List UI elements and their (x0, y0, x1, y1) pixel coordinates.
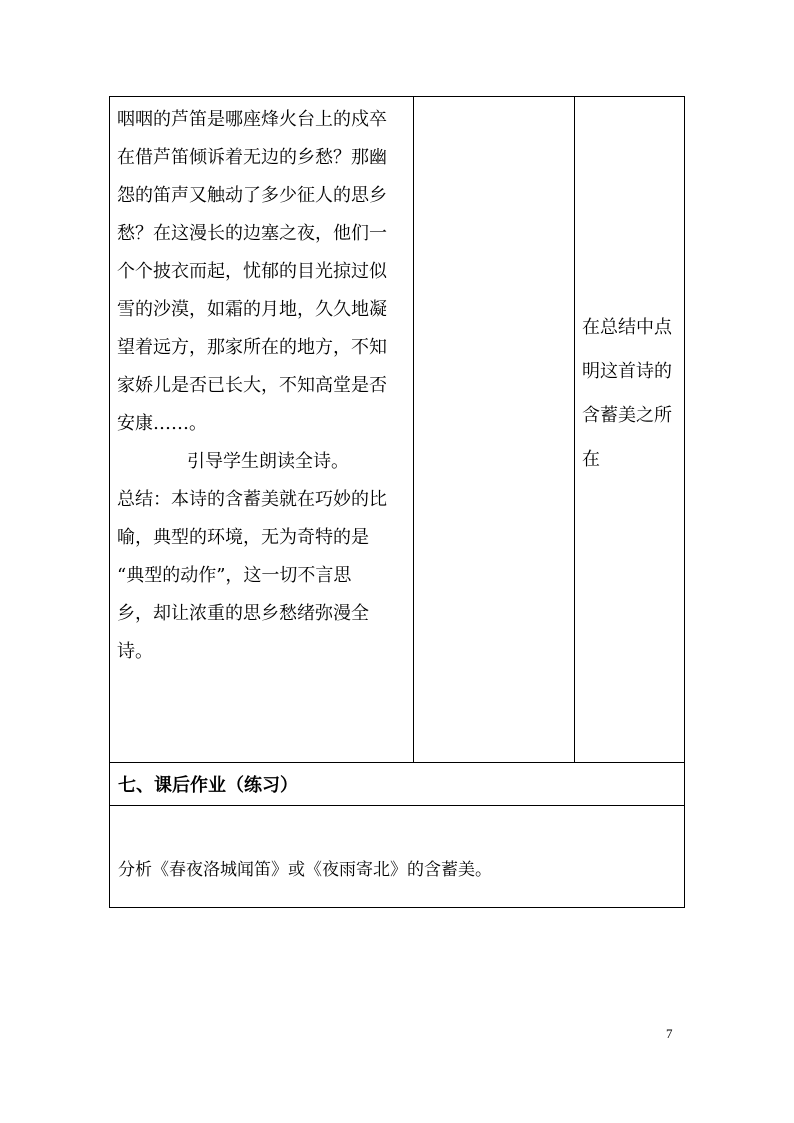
page-number: 7 (666, 1026, 673, 1041)
table-border-bottom (109, 907, 685, 908)
text-line-summary: 总结：本诗的含蓄美就在巧妙的比 (117, 489, 387, 510)
note-line: 在总结中点 (582, 317, 672, 338)
text-line: 诗。 (117, 641, 153, 662)
column-divider-2 (574, 96, 575, 763)
text-line-instruction: 引导学生朗读全诗。 (187, 451, 349, 472)
note-line: 明这首诗的 (582, 361, 672, 382)
homework-content: 分析《春夜洛城闻笛》或《夜雨寄北》的含蓄美。 (118, 860, 492, 880)
column-divider-1 (413, 96, 414, 763)
text-line: 咽咽的芦笛是哪座烽火台上的戍卒 (117, 109, 387, 130)
text-line: 家娇儿是否已长大，不知高堂是否 (117, 375, 387, 396)
lesson-main-text (117, 101, 409, 671)
note-line: 在 (582, 449, 600, 470)
text-line: 雪的沙漠，如霜的月地，久久地凝 (117, 299, 387, 320)
teaching-note (582, 306, 682, 482)
table-border-right (684, 96, 685, 908)
text-line: “典型的动作”，这一切不言思 (117, 565, 352, 586)
row-divider-homework-top (109, 762, 685, 763)
text-line: 在借芦笛倾诉着无边的乡愁？那幽 (117, 147, 387, 168)
note-line: 含蓄美之所 (582, 405, 672, 426)
text-line: 乡，却让浓重的思乡愁绪弥漫全 (117, 603, 369, 624)
table-border-top (109, 96, 685, 97)
text-line: 怨的笛声又触动了多少征人的思乡 (117, 185, 387, 206)
text-line: 安康……。 (117, 413, 207, 434)
homework-title: 七、课后作业（练习） (118, 775, 298, 796)
text-line: 个个披衣而起，忧郁的目光掠过似 (117, 261, 387, 282)
text-line: 愁？在这漫长的边塞之夜，他们一 (117, 223, 387, 244)
table-border-left (109, 96, 110, 908)
text-line: 望着远方，那家所在的地方，不知 (117, 337, 387, 358)
text-line: 喻，典型的环境，无为奇特的是 (117, 527, 369, 548)
row-divider-homework-mid (109, 805, 685, 806)
